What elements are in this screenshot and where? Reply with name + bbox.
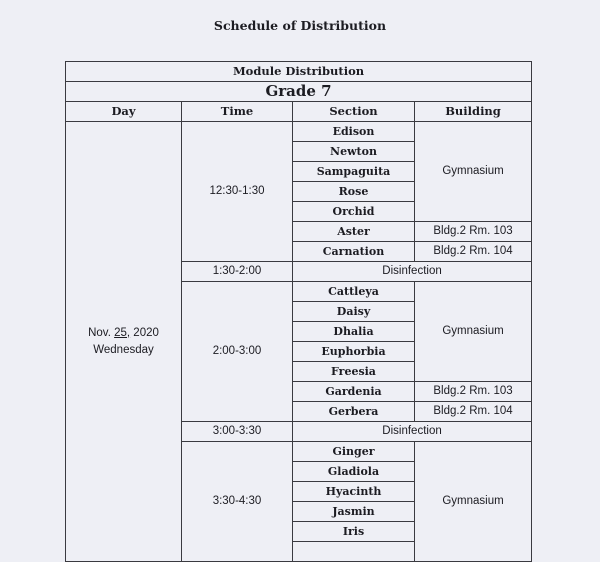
day-cell xyxy=(66,122,182,562)
section-cell: Sampaguita xyxy=(293,162,415,182)
section-cell: Orchid xyxy=(293,202,415,222)
section-cell: Cattleya xyxy=(293,282,415,302)
section-cell xyxy=(293,542,415,562)
building-cell: Bldg.2 Rm. 104 xyxy=(415,242,532,262)
section-cell: Euphorbia xyxy=(293,342,415,362)
day-weekday: Wednesday xyxy=(93,343,154,356)
section-cell: Iris xyxy=(293,522,415,542)
building-cell: Bldg.2 Rm. 104 xyxy=(415,402,532,422)
section-cell: Carnation xyxy=(293,242,415,262)
band-row xyxy=(66,62,532,82)
section-cell: Dhalia xyxy=(293,322,415,342)
building-cell: Gymnasium xyxy=(415,282,532,382)
section-cell: Gladiola xyxy=(293,462,415,482)
section-cell: Edison xyxy=(293,122,415,142)
section-cell: Ginger xyxy=(293,442,415,462)
day-date-number: 25, xyxy=(114,326,131,339)
section-cell: Hyacinth xyxy=(293,482,415,502)
time-slot: 3:30-4:30 xyxy=(182,442,293,562)
day-date: Nov. 25, 2020 xyxy=(88,326,159,339)
column-header-building: Building xyxy=(415,102,532,122)
time-slot: 3:00-3:30 xyxy=(182,422,293,442)
section-cell: Daisy xyxy=(293,302,415,322)
module-distribution-heading: Module Distribution xyxy=(66,62,532,82)
section-cell: Gerbera xyxy=(293,402,415,422)
building-cell: Bldg.2 Rm. 103 xyxy=(415,222,532,242)
section-cell: Jasmin xyxy=(293,502,415,522)
section-cell: Gardenia xyxy=(293,382,415,402)
time-slot: 12:30-1:30 xyxy=(182,122,293,262)
disinfection-cell: Disinfection xyxy=(293,262,532,282)
column-header-time: Time xyxy=(182,102,293,122)
column-header-section: Section xyxy=(293,102,415,122)
building-cell: Gymnasium xyxy=(415,122,532,222)
grade-heading: Grade 7 xyxy=(66,82,532,102)
section-cell: Aster xyxy=(293,222,415,242)
disinfection-cell: Disinfection xyxy=(293,422,532,442)
table-row xyxy=(66,122,532,142)
column-header-row xyxy=(66,102,532,122)
section-cell: Newton xyxy=(293,142,415,162)
section-cell: Rose xyxy=(293,182,415,202)
grade-row xyxy=(66,82,532,102)
building-cell: Gymnasium xyxy=(415,442,532,562)
building-cell: Bldg.2 Rm. 103 xyxy=(415,382,532,402)
section-cell: Freesia xyxy=(293,362,415,382)
column-header-day: Day xyxy=(66,102,182,122)
time-slot: 1:30-2:00 xyxy=(182,262,293,282)
schedule-table xyxy=(65,61,532,562)
time-slot: 2:00-3:00 xyxy=(182,282,293,422)
document-title: Schedule of Distribution xyxy=(213,18,387,33)
